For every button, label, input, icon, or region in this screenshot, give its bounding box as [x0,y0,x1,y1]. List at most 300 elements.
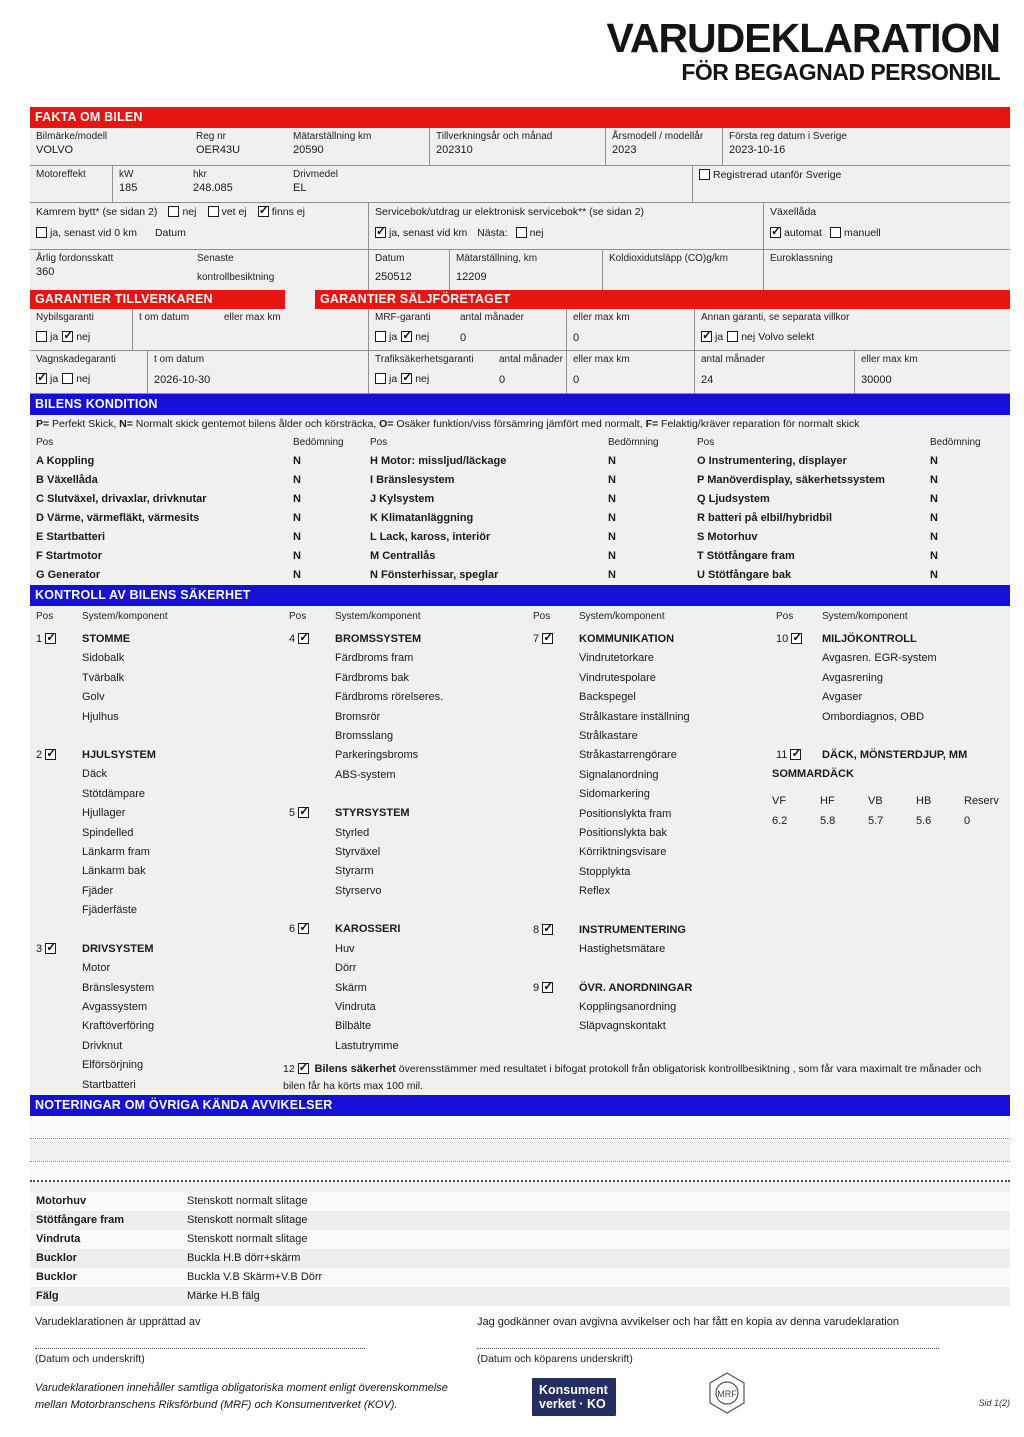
kondition-grade: N [293,493,301,505]
kondition-item: J Kylsystem [370,493,435,505]
kondition-item: A Koppling [36,455,95,467]
kondition-item: M Centrallås [370,550,436,562]
field-value: 2023-10-16 [729,144,786,156]
sakerhet-item: Bilbälte [335,1020,372,1033]
sakerhet-item: Spindelled [82,826,134,839]
legend-text: Perfekt Skick, [49,418,120,430]
sakerhet-item: Positionslykta bak [579,827,668,840]
kondition-item: U Stötfångare bak [697,569,792,581]
field-fordonsskatt [30,250,191,290]
system-header: System/komponent [335,611,421,622]
document-title [607,16,1000,85]
checkbox-label: nej [415,373,430,385]
notes-writing-line[interactable] [30,1139,1010,1162]
kondition-row [30,528,1010,547]
checkbox-label: vet ej [221,206,247,218]
kondition-column-headers [30,434,1010,452]
group-name: INSTRUMENTERING [579,923,686,936]
field-label: Kamrem bytt* (se sidan 2) [36,206,158,218]
mrf-logo-icon [708,1372,746,1419]
sakerhet-item: Stötdämpare [82,787,145,800]
checkbox-bromssystem[interactable] [298,633,309,644]
legend-text: Felaktig/kräver reparation för normalt skick [658,418,860,430]
kondition-grade: N [930,531,938,543]
kondition-item: C Slutväxel, drivaxlar, drivknutar [36,493,207,505]
checkbox-kamrem-finns-ej[interactable] [258,206,269,217]
system-header: System/komponent [82,611,168,622]
checkbox-instrumentering[interactable] [542,924,553,935]
dack-subtitle: SOMMARDÄCK [772,768,854,781]
note-text: Stenskott normalt slitage [187,1194,308,1207]
kondition-row [30,490,1010,509]
sakerhet-col-4 [770,606,1010,1095]
pos-header: Pos [533,611,551,622]
sakerhet-group-styrsystem [283,804,527,901]
signature-line-seller[interactable] [35,1348,365,1349]
tire-header: VB [868,794,883,807]
sakerhet-item: Kopplingsanordning [579,1000,677,1013]
kondition-grade: N [930,569,938,581]
checkbox-mrf-nej[interactable] [401,331,412,342]
sakerhet-item: Dörr [335,962,357,975]
checkbox-label: ja [50,331,59,343]
legend-text: Normalt skick gentemot bilens ålder och körsträcka, [132,418,380,430]
pos-header: Pos [289,611,307,622]
tire-header: Reserv [964,794,999,807]
checkbox-servicebok-ja[interactable] [375,227,386,238]
group-number: 7 [533,633,540,645]
sakerhet-item: Strålkastare inställning [579,710,690,723]
tire-header: VF [772,794,787,807]
kondition-item: B Växellåda [36,474,98,486]
note-part: Vindruta [36,1232,81,1245]
section-header-garantier-tillverkaren: GARANTIER TILLVERKAREN [30,290,285,309]
footer-note-line1: Varudeklarationen innehåller samtliga obligatoriska moment enligt överenskommelse [35,1382,448,1394]
sakerhet-item: Elförsörjning [82,1059,144,1072]
checkbox-automat[interactable] [770,227,781,238]
field-value: 24 [694,371,854,393]
field-value: 248.085 [193,182,233,194]
note-row [30,1192,1010,1211]
svg-text:MRF: MRF [717,1389,737,1399]
footer-note [35,1380,448,1414]
kondition-grade: N [930,455,938,467]
field-label: Trafiksäkerhetsgaranti [375,354,474,365]
sakerhet-col-3 [527,606,770,1095]
field-label: Nästa: [477,227,508,239]
checkbox-karosseri[interactable] [298,923,309,934]
field-value: 2026-10-30 [154,374,211,386]
checkbox-label: ja, senast vid 0 km [50,227,137,239]
field-value: VOLVO [36,144,74,156]
kondition-grade: N [930,474,938,486]
pos-header: Pos [36,611,54,622]
sakerhet-group-stomme [30,630,283,727]
sakerhet-item: Vindrutespolare [579,671,656,684]
checkbox-reg-utanfor[interactable] [699,169,710,180]
field-label: Tillverkningsår och månad [436,131,553,142]
legend-key: P= [36,418,50,430]
sakerhet-item: Sidomarkering [579,788,650,801]
kondition-item: N Fönsterhissar, speglar [370,569,499,581]
group-name: ÖVR. ANORDNINGAR [579,981,693,994]
group-name: DRIVSYSTEM [82,942,154,955]
checkbox-label: ja, senast vid km [389,227,468,239]
kondition-row [30,566,1010,585]
kondition-grade: N [608,512,616,524]
kondition-row [30,471,1010,490]
sakerhet-item: Backspegel [579,691,636,704]
sakerhet-item: Reflex [579,885,611,898]
checkbox-trafik-ja[interactable] [375,373,386,384]
checkbox-label: nej [76,373,91,385]
field-value: 360 [36,266,55,278]
sakerhet-item: Avgaser [822,691,863,704]
field-value: EL [293,182,307,194]
sakerhet-item: Skärm [335,981,367,994]
sakerhet-item: Stopplykta [579,865,631,878]
checkbox-kamrem-vet-ej[interactable] [208,206,219,217]
tire-value: 6.2 [772,814,788,827]
kondition-row [30,452,1010,471]
sakerhet-item: Strålkastare [579,730,638,743]
kondition-grade: N [293,550,301,562]
checkbox-label: ja [389,373,398,385]
legend-key: F= [645,418,659,430]
kondition-grade: N [293,531,301,543]
kov-logo-line1: Konsument [539,1383,608,1397]
sakerhet-item: ABS-system [335,768,396,781]
field-value: 30000 [854,371,1010,393]
section-header-garantier-saljforetaget: GARANTIER SÄLJFÖRETAGET [315,290,1010,309]
group-name: KAROSSERI [335,923,401,936]
sakerhet-group-dack [770,746,1010,831]
sakerhet-group-drivsystem [30,940,283,1095]
field-label: Euroklassning [770,253,833,264]
kondition-grade: N [930,512,938,524]
kondition-item: I Bränslesystem [370,474,455,486]
fakta-row-4 [30,250,1010,290]
title-line1: VARUDEKLARATION [606,15,1000,61]
tire-value: 0 [964,814,971,827]
field-label: Mätarställning km [293,131,372,142]
checkbox-kamrem-ja[interactable] [36,227,47,238]
kondition-item: L Lack, kaross, interiör [370,531,491,543]
kondition-grade: N [293,512,301,524]
field-label: antal månader [499,354,563,365]
sakerhet-item: Vindruta [335,1000,376,1013]
field-label: MRF-garanti [375,312,431,323]
field-label: t om datum [154,354,205,365]
kov-logo-line2: verket · KO [539,1397,606,1411]
checkbox-hjulsystem[interactable] [45,749,56,760]
signature-caption-seller: (Datum och underskrift) [35,1353,145,1365]
field-hkr [187,166,287,202]
field-label: Datum [154,227,186,239]
garanti-body [30,309,1010,394]
checkbox-label: automat [784,227,822,239]
sakerhet-item: Bränslesystem [82,981,155,994]
checkbox-label: nej [741,331,756,343]
field-drivmedel [287,166,692,202]
kondition-grade: N [608,455,616,467]
sakerhet-item: Vindrutetorkare [579,652,655,665]
sakerhet-item: Hjulhus [82,710,119,723]
field-label: Årlig fordonsskatt [36,253,114,264]
field-value: 20590 [293,144,324,156]
annan-garanti-text: Volvo selekt [758,331,815,343]
group-name: BROMSSYSTEM [335,633,422,645]
sakerhet-item: Kraftöverföring [82,1020,155,1033]
field-label: hkr [193,169,207,180]
checkbox-nybils-ja[interactable] [36,331,47,342]
group-name: MILJÖKONTROLL [822,633,917,645]
field-vaxellada [763,203,1010,249]
group-name: STYRSYSTEM [335,807,410,820]
field-label: Koldioxidutsläpp (CO)g/km [609,253,728,264]
field-label: eller max km [224,312,281,323]
field-label: Årsmodell / modellår [612,131,704,142]
fakta-row-2 [30,166,1010,203]
sakerhet-group-instrumentering [527,921,770,960]
field-value: 0 [566,371,694,393]
checkbox-manuell[interactable] [830,227,841,238]
pos-header: Pos [697,437,715,448]
section-header-kondition: BILENS KONDITION [30,394,1010,415]
note-row [30,1211,1010,1230]
checkbox-label: finns ej [271,206,305,218]
checkbox-servicebok-nej[interactable] [516,227,527,238]
group-number: 4 [289,633,296,645]
kondition-grade: N [608,569,616,581]
tire-value: 5.7 [868,814,884,827]
checkbox-drivsystem[interactable] [45,943,56,954]
note-part: Motorhuv [36,1194,87,1207]
sakerhet-item: Ombordiagnos, OBD [822,710,925,723]
field-label: Senaste [197,253,234,264]
sakerhet-item: Parkeringsbroms [335,749,419,762]
note-row [30,1230,1010,1249]
field-forsta-reg [722,128,1010,165]
field-bilmarke [30,128,190,165]
sakerhet-group-kommunikation [527,630,770,902]
field-value: 2023 [612,144,637,156]
group-number: 10 [776,633,789,645]
sakerhet-item: Golv [82,691,105,704]
field-label: kW [119,169,134,180]
group-name: HJULSYSTEM [82,749,156,762]
sakerhet-item: Fjäderfäste [82,904,138,917]
sakerhet-item: Körriktningsvisare [579,846,667,859]
checkbox-stomme[interactable] [45,633,56,644]
group-number: 2 [36,749,43,762]
prepared-by-label: Varudeklarationen är upprättad av [35,1316,201,1328]
kondition-item: P Manöverdisplay, säkerhetssystem [697,474,885,486]
checkbox-annan-nej[interactable] [727,331,738,342]
sakerhet-item: Styrväxel [335,846,381,859]
kondition-item: H Motor: missljud/läckage [370,455,507,467]
bedomning-header: Bedömning [293,437,344,448]
note-part: Bucklor [36,1270,77,1283]
sakerhet-item: Länkarm fram [82,846,150,859]
note-row [30,1268,1010,1287]
checkbox-label: nej [415,331,430,343]
field-value: 202310 [436,144,473,156]
sakerhet-item: Länkarm bak [82,865,146,878]
checkbox-kamrem-nej[interactable] [168,206,179,217]
kondition-item: Q Ljudsystem [697,493,770,505]
group-number: 6 [289,923,296,936]
kondition-row [30,547,1010,566]
sakerhet-item: Färdbroms fram [335,652,414,665]
field-label: Motoreffekt [36,169,86,180]
field-label: eller max km [566,309,694,329]
field-label: Bilmärke/modell [36,131,108,142]
sakerhet-item: Fjäder [82,884,114,897]
group-name: DÄCK, MÖNSTERDJUP, MM [822,749,968,762]
kondition-grade: N [608,493,616,505]
kondition-grade: N [930,550,938,562]
checkbox-annan-ja[interactable] [701,331,712,342]
checkbox-bilens-sakerhet[interactable] [298,1063,309,1074]
legend-text: Osäker funktion/viss försämring jämfört med normalt, [393,418,646,430]
field-label: antal månader [460,312,524,323]
checkbox-label: ja [389,331,398,343]
sakerhet-item: Styrservo [335,884,382,897]
field-label: Servicebok/utdrag ur elektronisk servicebok** (se sidan 2) [375,206,645,218]
checkbox-label: ja [715,331,724,343]
notes-writing-line[interactable] [30,1116,1010,1139]
checkbox-label: Registrerad utanför Sverige [713,169,842,181]
form-body [30,107,1010,1306]
field-label: t om datum [139,312,190,323]
field-label: Växellåda [770,206,817,218]
tire-header: HB [916,794,932,807]
sakerhet-item: Startbatteri [82,1078,136,1091]
field-motoreffekt [30,166,112,202]
kondition-item: F Startmotor [36,550,102,562]
notes-writing-line[interactable] [30,1162,1010,1182]
group-number: 5 [289,807,296,820]
field-label: Reg nr [196,131,227,142]
sakerhet-item: Huv [335,942,355,955]
note-part: Stötfångare fram [36,1213,125,1226]
kondition-item: E Startbatteri [36,531,106,543]
sakerhet-item: Lastutrymme [335,1039,399,1052]
checkbox-label: nej [182,206,197,218]
checkbox-label: nej [529,227,544,239]
kondition-grade: N [293,474,301,486]
tire-depth-table [770,791,1010,831]
checkbox-kommunikation[interactable] [542,633,553,644]
kondition-item: G Generator [36,569,101,581]
field-euroklassning [763,250,1010,290]
field-label: Första reg datum i Sverige [729,131,847,142]
header-gap [285,290,315,309]
section-header-fakta: FAKTA OM BILEN [30,107,1010,128]
field-value: 0 [566,329,694,350]
kondition-table [30,452,1010,585]
sakerhet-item: Styrarm [335,865,374,878]
sakerhet-col-2 [283,606,527,1095]
checkbox-ovr-anordningar[interactable] [542,982,553,993]
field-koldioxid [602,250,763,290]
sakerhet-item: Avgasrening [822,671,883,684]
checkbox-trafik-nej[interactable] [401,373,412,384]
legend-key: O= [379,418,394,430]
notes-table [30,1192,1010,1306]
sakerhet-group-hjulsystem [30,746,283,921]
field-label: eller max km [566,351,694,371]
field-value: 185 [119,182,138,194]
note-text: Märke H.B fälg [187,1289,260,1302]
section-header-sakerhet: KONTROLL AV BILENS SÄKERHET [30,585,1010,606]
field-regnr [190,128,287,165]
sakerhet-group-miljokontroll [770,630,1010,727]
buyer-approval-label: Jag godkänner ovan avgivna avvikelser och har fått en kopia av denna varudeklaration [477,1316,899,1328]
kondition-legend [30,415,1010,434]
group-number: 9 [533,981,540,994]
sakerhet-col-1 [30,606,283,1095]
signature-line-buyer[interactable] [477,1348,939,1349]
checkbox-vagnskade-nej[interactable] [62,373,73,384]
title-line2: FÖR BEGAGNAD PERSONBIL [681,59,1000,85]
row12-bold: Bilens säkerhet [314,1062,396,1075]
checkbox-label: ja [50,373,59,385]
note-text: Stenskott normalt slitage [187,1232,308,1245]
note-row [30,1249,1010,1268]
konsumentverket-logo [532,1378,616,1416]
footer [0,1304,1024,1437]
sakerhet-item: Avgassystem [82,1000,148,1013]
sakerhet-group-ovr-anordningar [527,979,770,1037]
field-label: eller max km [854,351,1010,371]
checkbox-vagnskade-ja[interactable] [36,373,47,384]
sakerhet-item: Släpvagnskontakt [579,1020,666,1033]
pos-header: Pos [36,437,54,448]
checkbox-styrsystem[interactable] [298,807,309,818]
group-number: 12 [283,1062,295,1075]
group-number: 11 [776,749,788,762]
group-number: 3 [36,942,43,955]
tire-header: HF [820,794,835,807]
checkbox-nybils-nej[interactable] [62,331,73,342]
field-tillverkningsar [429,128,605,165]
row12-text: överensstämmer med resultatet i bifogat protokoll från obligatorisk kontrollbesiktning , som får vara maximalt tre månader och bilen får ha körts max 100 mil. [283,1062,982,1092]
checkbox-dack[interactable] [790,749,801,760]
kondition-item: S Motorhuv [697,531,758,543]
kondition-grade: N [293,455,301,467]
sakerhet-item: Hastighetsmätare [579,943,666,956]
field-value: 12209 [456,271,487,283]
field-besiktning-datum [368,250,449,290]
checkbox-miljokontroll[interactable] [791,633,802,644]
field-besiktning-matarstallning [449,250,602,290]
garanti-tillverkaren [30,309,368,393]
field-label: Mätarställning, km [456,253,538,264]
group-name: STOMME [82,633,131,645]
field-label: Annan garanti, se separata villkor [694,309,1010,329]
kondition-row [30,509,1010,528]
fakta-row-3 [30,203,1010,250]
field-label: antal månader [694,351,854,371]
checkbox-mrf-ja[interactable] [375,331,386,342]
kondition-item: D Värme, värmefläkt, värmesits [36,512,200,524]
field-label: Drivmedel [293,169,339,180]
field-arsmodell [605,128,722,165]
field-reg-utanfor [692,166,1010,202]
sakerhet-item: Färdbroms rörelseres. [335,691,444,704]
